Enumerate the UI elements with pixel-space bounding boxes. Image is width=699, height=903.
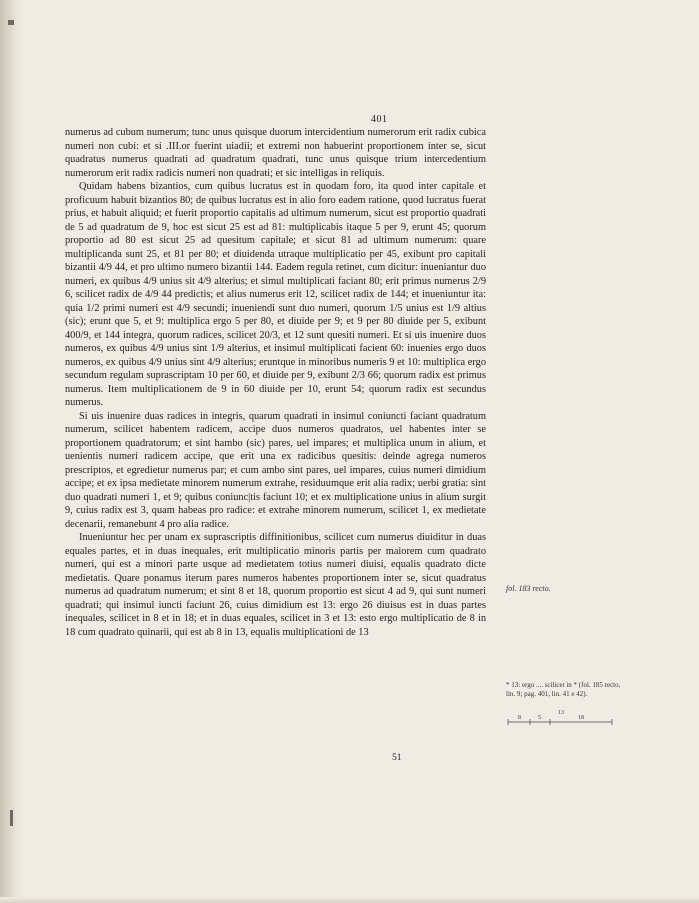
- signature-mark: 51: [392, 753, 402, 763]
- diagram-label: 8: [518, 715, 521, 721]
- segment-diagram: [506, 708, 616, 730]
- diagram-label: 5: [538, 715, 541, 721]
- paragraph: Si uis inuenire duas radices in integris, quarum quadrati in insimul coniuncti faciant quadratum numerum, scilicet habentem radicem, accipe duos numeros quadratos, uel habentes inter se proportionem quadratorum; et sint hambo (sic) pares, uel impares; et multiplica unum in alium, et uenientis numeri radicem accipe, que erit una ex radicibus quesitis: deinde agrega numeros prescriptos, et egredietur numerus par; et cum ambo sint pares, uel impares, cuius numeri dimidium accipe; et ex ipsa medietate minorem numerum extrahe, residuumque erit alia radix; uerbi gratia: sint duo quadrati numeri 1, et 9; quibus coniunc|tis faciunt 10; et ex multiplicatione unius in alium surgit 9, cuius radix est 3, quam habeas pro radice: et extrahe minorem numerum, scilicet 1, ex medietate decenarii, remanebunt 4 pro alia radice.: [65, 410, 486, 530]
- margin-folio-note: fol. 183 recto.: [506, 584, 551, 593]
- paragraph: numerus ad cubum numerum; tunc unus quisque duorum intercidentium numerorum erit radix cubica numeri non cubi: et si .III.or fuerint uiadii; et extremi non habuerint proportionem inter se, sicut quadratus numerus quadrati ad quadratum quadrati, tunc unus quisque trium intercedentium numerorum erit radix radicis numeri non quadrati; et sic intelligas in reliquis.: [65, 127, 486, 179]
- edge-mark-top: [8, 20, 14, 25]
- main-text: [65, 126, 486, 639]
- margin-footnote: * 13: ergo .... scilicet in * (fol. 185 recto, lin. 9; pag. 401, lin. 41 e 42).: [506, 681, 621, 698]
- page-number: 401: [371, 114, 388, 125]
- paragraph: Inueniuntur hec per unam ex suprascriptis diffinitionibus, scilicet cum numerus diuiditur in duas equales partes, et in duas inequales, erit multiplicatio minoris partis per maiorem cum quadrato numeri, qui est a minori parte usque ad medietatem totius numeri diuisi, equalis quadrato dicte medietatis. Quare ponamus iterum pares numeros habentes proportionem inter se, sicut quadratus numerus ad quadratum numerum; et sint 8 et 18, quorum proportio est sicut 4 ad 9, qui sunt numeri quadrati; qui insimul iuncti faciunt 26, cuius dimidium est 13: ergo 26 diuisus est in duas partes inequales, scilicet in 8 et in 18; et in duas equales, scilicet in 3 et 13: esto ergo multiplicatio de 8 in 18 cum quadrato quinarii, qui est ab 8 in 13, equalis multiplicationi de 13: [65, 532, 486, 638]
- diagram-label: 18: [578, 715, 584, 721]
- page-bottom-edge: [0, 897, 699, 903]
- binding-shadow: [0, 0, 22, 903]
- edge-mark-bottom: [10, 810, 13, 826]
- diagram-label: 13: [558, 710, 564, 716]
- paragraph: Quidam habens bizantios, cum quibus lucratus est in quodam foro, ita quod inter capitale et proficuum habuit bizantios 80; de quibus lucratus est in alio foro eadem ratione, quod lucratus fuerat prius, et habuit aliquid; et fuerit proportio capitalis ad ultimum numerum, sicut est proportio quadrati de 5 ad quadratum de 9, hoc est sicut 25 est ad 81: multiplicabis itaque 5 per 9, erunt 45; quorum proportio ad 80 est sicut 25 ad quesitum capitale; et sicut 81 ad ultimum numerum: quare multiplicanda sunt 25, et 81 per 80; et diuidenda utraque multiplicatio per 45, exibunt pro capitali bizantii 4/9 44, et pro ultimo numero bizantii 144. Eadem regula retinet, cum dicitur: inueniantur duo numeri, ex quibus 4/9 unius sit 4/9 alterius; et simul multiplicati faciant 80; erit primus numerus 2/9 6, scilicet radix de 4/9 44 predictis; et alius numerus erit 12, scilicet radix de 144; et inueniuntur ita: quia 1/2 primi numeri est 4/9 secundi; inueniendi sunt duo numeri, quorum 1/5 unius est 1/9 altius (sic); erunt que 5, et 9: multiplica ergo 5 per 80, et diuide per 9; et 9 per 80 diuide per 5, exibunt 400/9, et 144 integra, quorum radices, scilicet 20/3, et 12 sunt quesiti numeri. Et si uis inuenire duos numeros, ex quibus 4/9 unius sint 1/9 alterius, et insimul multiplicati facient 60: inuenies ergo duos numeros, ex quibus 4/9 unius sint 4/9 alterius; eruntque in minoribus numeris 9 et 10: multiplica ergo secundum regulam suprascriptam 10 per 60, et diuide per 9, exibunt 2/3 66; quorum radix est primus numerus. Item multiplicationem de 9 in 60 diuide per 10, erunt 54; quorum radix est secundus numerus.: [65, 181, 486, 408]
